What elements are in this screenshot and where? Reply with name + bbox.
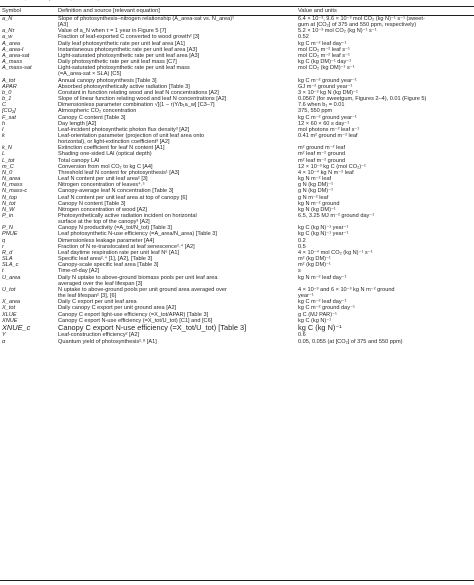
definition-cell: Specific leaf area²˒⁴ [1], [A2], [Table 3] <box>58 256 153 263</box>
symbol-cell: r <box>2 243 4 250</box>
definition-cell: Canopy N content [Table 3] <box>58 200 126 207</box>
definition-cell: Value of a_N when τ = 1 year in Figure 5 [7] <box>58 28 167 35</box>
definition-cell: Canopy C export light-use efficiency (=X_tot/APAR) [Table 3] <box>58 311 209 318</box>
definition-cell: Dimensionless leakage parameter [A4] <box>58 237 155 244</box>
value-cell: kg C (kg N)⁻¹ <box>298 317 332 324</box>
value-cell: kg N m⁻² leaf day⁻¹ <box>298 274 347 281</box>
symbol-cell: L_tot <box>2 157 15 164</box>
definition-cell: Threshold leaf N content for photosynthesis¹ [A3] <box>58 169 180 176</box>
symbol-cell: [CO₂] <box>2 108 16 115</box>
value-cell: 0.52 <box>298 34 309 41</box>
definition-cell: Annual canopy photosynthesis [Table 3] <box>58 77 157 84</box>
definition-cell: Constant in function relating wood and leaf N concentrations [A2] <box>58 89 219 96</box>
value-cell: kg C m⁻² ground year⁻¹ <box>298 114 357 121</box>
value-cell: 3 × 10⁻³ kg N (kg DM)⁻¹ <box>298 89 358 96</box>
definition-cell: Slope of photosynthesis–nitrogen relationship (A_area-sat vs. N_area)¹ <box>58 16 234 22</box>
symbol-cell: C <box>2 102 7 109</box>
symbol-cell: A_mass <box>2 59 23 66</box>
table-bottom-rule <box>0 580 474 581</box>
symbol-cell: a_w <box>2 34 13 41</box>
definition-cell: Fraction of leaf-exported C converted to wood growth² [3] <box>58 34 200 41</box>
definition-cell: Total canopy LAI <box>58 157 100 164</box>
definition-cell: Canopy C export N-use efficiency (=X_tot/U_tot) [C1] and [C6] <box>58 317 213 324</box>
value-cell: 0.05, 0.055 (at [CO₂] of 375 and 550 ppm) <box>298 338 403 345</box>
value-cell: g N (kg DM)⁻¹ <box>298 182 333 189</box>
value-cell: 0.41 m² ground m⁻² leaf <box>298 132 358 139</box>
symbol-cell: SLA <box>2 256 13 263</box>
symbol-cell: b_0 <box>2 89 12 96</box>
value-cell: 4 × 10⁻⁴ kg N m⁻² leaf <box>298 169 354 176</box>
definition-cell: Daily N uptake to above-ground biomass pools per unit leaf area <box>58 274 218 281</box>
value-cell: 0.5 <box>298 243 306 250</box>
value-cell: 6.4 × 10⁻³, 9.6 × 10⁻³ mol CO₂ (kg N)⁻¹ s⁻¹ (sweet- <box>298 16 425 22</box>
value-cell: 0.0567 (for sweetgum, Figures 2–4), 0.01 (Figure 5) <box>298 96 427 103</box>
value-cell: kg N m⁻² ground <box>298 200 340 207</box>
symbols-table <box>0 6 474 345</box>
symbol-cell: SLA_c <box>2 262 19 269</box>
value-cell: g N (kg DM)⁻¹ <box>298 188 333 195</box>
definition-cell: Nitrogen concentration of leaves⁴˒⁵ <box>58 182 145 189</box>
caption-text <box>4 0 100 1</box>
symbol-cell: q <box>2 237 6 244</box>
symbol-cell: N_mass <box>2 182 23 189</box>
definition-cell: Nitrogen concentration of wood [A2] <box>58 206 147 213</box>
definition-cell: Leaf-orientation parameter (projection of unit leaf area onto <box>58 132 205 139</box>
symbol-cell: a_N <box>2 16 13 22</box>
definition-cell: Leaf-construction efficiency² [A2] <box>58 332 140 339</box>
symbol-cell: t <box>2 268 4 275</box>
symbol-cell: U_area <box>2 274 21 281</box>
value-cell: 12 × 10⁻³ kg C (mol CO₂)⁻¹ <box>298 163 366 170</box>
symbol-cell: b_1 <box>2 96 12 103</box>
value-cell: mol CO₂ (kg DM)⁻¹ s⁻¹ <box>298 65 355 72</box>
symbol-cell: α <box>2 338 6 345</box>
value-cell: 0.2 <box>298 237 306 244</box>
symbol-cell: N_area <box>2 176 21 183</box>
symbol-cell: A_area-I <box>2 46 24 53</box>
value-cell: 4 × 10⁻³ and 6 × 10⁻³ kg N m⁻² ground <box>298 286 395 293</box>
value-cell: mol CO₂ m⁻² leaf s⁻¹ <box>298 46 350 53</box>
definition-cell: Atmospheric CO₂ concentration <box>58 108 137 115</box>
symbol-cell: XNUE_c <box>2 322 31 332</box>
symbol-cell: R_d <box>2 249 13 256</box>
value-cell: kg C m⁻² leaf day⁻¹ <box>298 40 347 47</box>
definition-cell: Absorbed photosynthetically active radiation [Table 3] <box>58 83 190 90</box>
symbol-cell: I <box>2 126 4 133</box>
definition-cell: Canopy-scale specific leaf area [Table 3] <box>58 262 159 269</box>
definition-cell: Time-of-day [A2] <box>58 268 100 275</box>
symbol-cell: X_tot <box>2 305 16 312</box>
definition-cell: Daily photosynthetic rate per unit leaf mass [C7] <box>58 59 177 66</box>
value-cell: m² leaf m⁻² ground <box>298 151 346 158</box>
value-cell: kg C (kg N)⁻¹ <box>298 322 342 332</box>
value-cell: kg C (kg N)⁻¹ year⁻¹ <box>298 231 349 238</box>
symbol-cell: N_W <box>2 206 15 213</box>
value-cell: kg N (kg DM)⁻¹ <box>298 206 336 213</box>
symbol-cell: X_area <box>2 299 21 306</box>
value-cell: s <box>298 268 301 275</box>
definition-cell: horizontal), or light-extinction coefficient³ [A2] <box>58 139 170 146</box>
definition-cell: the leaf lifespan² [3], [6] <box>58 293 117 300</box>
symbol-cell: A_mass-sat <box>2 65 32 72</box>
definition-cell: Dimensionless parameter combination √[(1 − r)Y/b₁a_w] [C3–7] <box>58 102 215 109</box>
symbol-cell: F_sat <box>2 114 16 121</box>
value-cell: m² ground m⁻² leaf <box>298 145 346 152</box>
definition-cell: Canopy C content [Table 3] <box>58 114 126 121</box>
value-cell: m² (kg DM)⁻¹ <box>298 256 331 263</box>
definition-cell: Quantum yield of photosynthesis²˒⁸ [A1] <box>58 338 157 345</box>
definition-cell: Leaf N content per unit leaf area² [3] <box>58 176 148 183</box>
symbol-cell: P_N <box>2 225 13 232</box>
definition-cell: Slope of linear function relating wood and leaf N concentrations [A2] <box>58 96 227 103</box>
definition-cell: (=A_area-sat × SLA) [C5] <box>58 71 122 78</box>
definition-cell: Day length [A2] <box>58 120 97 127</box>
value-cell: 0.6 <box>298 332 306 339</box>
definition-cell: Shading one-sided LAI (optical depth) <box>58 151 152 158</box>
value-cell: mol CO₂ m⁻² leaf s⁻¹ <box>298 52 350 59</box>
symbol-cell: N_top <box>2 194 17 201</box>
definition-cell: Canopy C export N-use efficiency (=X_tot/U_tot) [Table 3] <box>58 322 247 332</box>
value-cell: 6.5, 3.25 MJ m⁻² ground day⁻¹ <box>298 213 375 219</box>
symbol-cell: h <box>2 120 6 127</box>
value-cell: kg N m⁻² leaf <box>298 176 332 183</box>
symbol-cell: A_area-sat <box>2 52 30 59</box>
symbol-cell: N_mass-c <box>2 188 28 195</box>
symbol-cell: A_area <box>2 40 21 47</box>
value-cell: GJ m⁻² ground year⁻¹ <box>298 83 353 90</box>
table-row <box>0 16 474 23</box>
value-cell: 5.2 × 10⁻³ mol CO₂ (kg N)⁻¹ s⁻¹ <box>298 28 377 35</box>
value-cell: m² leaf m⁻² ground <box>298 157 346 164</box>
value-cell: kg C m⁻² leaf day⁻¹ <box>298 299 347 306</box>
definition-cell: Light-saturated photosynthetic rate per unit leaf area [A3] <box>58 52 200 59</box>
definition-cell: Daily leaf photosynthetic rate per unit leaf area [A1] <box>58 40 185 47</box>
definition-cell: Daily canopy C export per unit ground area [A2] <box>58 305 177 312</box>
value-cell: kg C (kg DM)⁻¹ day⁻¹ <box>298 59 352 66</box>
value-cell: 4 × 10⁻⁴ mol CO₂ (kg N)⁻¹ s⁻¹ <box>298 249 373 256</box>
definition-cell: Instantaneous photosynthetic rate per unit leaf area [A3] <box>58 46 198 53</box>
symbol-cell: XNUE <box>2 317 18 324</box>
definition-cell: N uptake to above-ground pools per unit ground area averaged over <box>58 286 227 293</box>
definition-cell: averaged over the leaf lifespan [3] <box>58 280 143 287</box>
definition-cell: Leaf daytime respiration rate per unit leaf N⁶ [A1] <box>58 249 180 256</box>
table-header <box>0 7 474 16</box>
value-cell: gum at [CO₂] of 375 and 550 ppm, respectively) <box>298 22 417 29</box>
definition-cell: Light-saturated photosynthetic rate per unit leaf mass <box>58 65 190 72</box>
symbol-cell: N_tot <box>2 200 16 207</box>
table-row <box>0 324 474 333</box>
symbol-cell: k_N <box>2 145 12 152</box>
definition-cell: Leaf N content per unit leaf area at top of canopy [6] <box>58 194 188 201</box>
symbol-cell: PNUE <box>2 231 18 238</box>
definition-cell: Canopy-average leaf N concentration [Table 3] <box>58 188 174 195</box>
symbol-cell: a_Nτ <box>2 28 15 35</box>
symbol-cell: U_tot <box>2 286 16 293</box>
value-cell: 12 × 60 × 60 s day⁻¹ <box>298 120 350 127</box>
symbol-cell: APAR <box>2 83 17 90</box>
table-body <box>0 16 474 345</box>
value-cell: m² (kg DM)⁻¹ <box>298 262 331 269</box>
value-cell: 375, 550 ppm <box>298 108 333 115</box>
value-cell: mol photons m⁻² leaf s⁻¹ <box>298 126 360 133</box>
value-cell: kg C m⁻² ground day⁻¹ <box>298 305 355 312</box>
value-cell: g N m⁻² leaf <box>298 194 329 201</box>
definition-cell: Canopy N productivity (=A_tot/N_tot) [Table 3] <box>58 225 172 232</box>
definition-cell: Conversion from mol CO₂ to kg C [A4] <box>58 163 153 170</box>
symbol-cell: N_0 <box>2 169 13 176</box>
symbol-cell: XLUE <box>2 311 17 318</box>
header-symbol: Symbol <box>0 7 56 16</box>
value-cell: g C (MJ PAR)⁻¹ <box>298 311 337 318</box>
symbol-cell: Y <box>2 332 6 339</box>
definition-cell: [A3] <box>58 22 68 29</box>
value-cell: year⁻¹ <box>298 293 314 300</box>
value-cell: 7.6 when b₁ = 0.01 <box>298 102 345 109</box>
definition-cell: Extinction coefficient for leaf N content [A1] <box>58 145 165 152</box>
header-definition: Definition and source [relevant equation] <box>56 7 296 16</box>
definition-cell: surface at the top of the canopy³ [A2] <box>58 219 150 226</box>
symbol-cell: k <box>2 132 5 139</box>
definition-cell: Fraction of N re-translocated at leaf senescence²˒⁴ [A2] <box>58 243 195 250</box>
symbol-cell: L <box>2 151 6 158</box>
definition-cell: Leaf photosynthetic N-use efficiency (=A_area/N_area) [Table 3] <box>58 231 217 238</box>
table-row <box>0 339 474 345</box>
symbol-cell: m_C <box>2 163 14 170</box>
symbol-cell: A_tot <box>2 77 16 84</box>
value-cell: kg C (kg N)⁻¹ year⁻¹ <box>298 225 349 232</box>
definition-cell: Photosynthetically active radiation incident on horizontal <box>58 213 197 219</box>
definition-cell: Daily C export per unit leaf area <box>58 299 137 306</box>
symbol-cell: P_in <box>2 213 14 219</box>
value-cell: kg C m⁻² ground year⁻¹ <box>298 77 357 84</box>
definition-cell: Leaf-incident photosynthetic photon flux density³ [A2] <box>58 126 190 133</box>
header-value: Value and units <box>296 7 474 16</box>
